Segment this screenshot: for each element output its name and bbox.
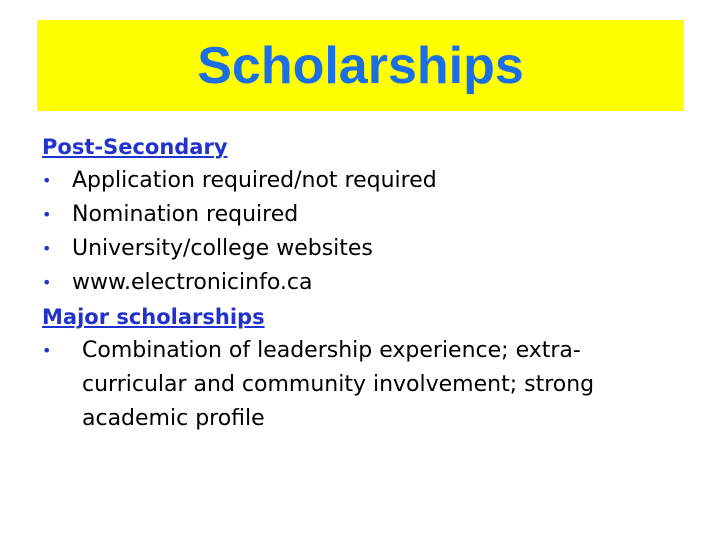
list-item: [42, 266, 682, 300]
bullet-icon: •: [42, 341, 52, 360]
bullet-icon: •: [42, 205, 52, 224]
slide-content: [42, 130, 682, 436]
bullet-icon: •: [42, 239, 52, 258]
list-item: [42, 198, 682, 232]
list-item: [42, 232, 682, 266]
list-item-text: Application required/not required: [72, 168, 437, 193]
list-item: [42, 334, 682, 436]
slide-title: Scholarships: [197, 36, 524, 95]
list-item-text: Combination of leadership experience; extra-curricular and community involvement; strong academic profile: [82, 338, 595, 431]
section-heading-post-secondary: Post-Secondary: [42, 135, 228, 159]
list-item-text: www.electronicinfo.ca: [72, 270, 313, 295]
bullet-icon: •: [42, 273, 52, 292]
bullet-icon: •: [42, 171, 52, 190]
list-item-text: University/college websites: [72, 236, 373, 261]
section-heading-major-scholarships: Major scholarships: [42, 305, 265, 329]
title-band: [37, 20, 684, 111]
list-item-text: Nomination required: [72, 202, 299, 227]
list-item: [42, 164, 682, 198]
